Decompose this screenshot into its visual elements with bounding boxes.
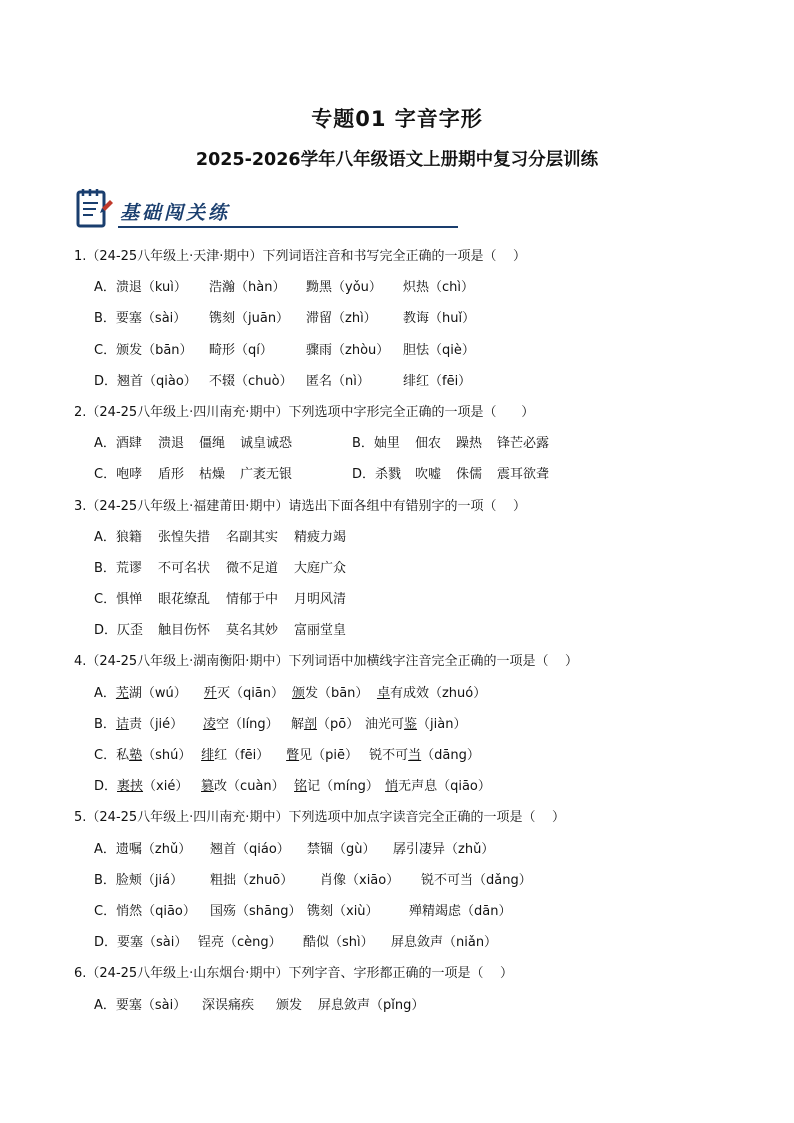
page-title: 专题01 字音字形 [311,107,483,131]
option-item: 空（líng） [215,716,279,732]
option-item: 诚皇诚恐 [240,436,293,452]
option-item: 屏息敛声（pǐng） [318,997,425,1013]
option-row [74,901,734,932]
option-item: 名副其实 [226,529,279,545]
option-item: 记（míng） [307,779,379,795]
option-row [74,620,734,651]
option-row [74,558,734,589]
underlined-char: 凌 [202,716,216,732]
option-item: 不可名状 [158,560,211,576]
page-subtitle: 2025-2026学年八年级语文上册期中复习分层训练 [195,150,599,170]
underlined-char: 芜 [115,685,129,701]
option-item: 深误痛疾 [202,997,255,1013]
underlined-char: 悄 [385,779,399,795]
option-row [74,308,734,339]
question-stem: 1.（24-25八年级上·天津·期中）下列词语注音和书写完全正确的一项是（ ） [74,249,526,264]
option-item: 见（piē） [299,748,358,763]
option-row [74,839,734,870]
underlined-char: 绯 [201,748,215,763]
option-item: D．翘首（qiào） [94,373,197,389]
underlined-char: 塾 [129,748,143,763]
question-list [74,246,734,1026]
option-item: 张惶失措 [158,529,211,545]
option-item: 僵绳 [199,436,226,452]
option-item: （jiàn） [417,716,467,732]
option-item: 枯燥 [199,467,226,483]
option-item: B．妯里 [352,436,400,452]
question-stem: 3.（24-25八年级上·福建莆田·期中）请选出下面各组中有错别字的一项（ ） [74,498,526,514]
option-item: C．悄然（qiāo） [94,903,196,919]
option-item: 锐不可当（dǎng） [421,872,532,888]
option-label: C．私 [94,748,130,763]
option-item: 月明风清 [294,592,347,608]
option-item: 油光可 [364,716,404,732]
option-item: （dāng） [421,748,480,763]
option-item: 教诲（huǐ） [403,311,476,327]
option-item: 触目伤怀 [158,623,211,639]
option-row [74,277,734,308]
option-item: 胆怯（qiè） [403,342,475,358]
question-stem: 2.（24-25八年级上·四川南充·期中）下列选项中字形完全正确的一项是（ ） [74,404,535,420]
option-item: 佃农 [415,436,442,452]
option-row [74,932,734,963]
option-item: （xié） [143,779,189,795]
option-item: 骤雨（zhòu） [306,342,390,358]
option-row [74,433,734,464]
question-stem: 5.（24-25八年级上·四川南充·期中）下列选项中加点字读音完全正确的一项是（ ） [74,810,565,826]
option-item: 情郁于中 [226,592,279,608]
option-item: 灭（qiān） [216,685,285,701]
option-row [74,589,734,620]
option-item: 无声息（qiāo） [398,779,491,795]
option-item: 国殇（shāng） [210,903,302,919]
option-item: 浩瀚（hàn） [209,280,286,296]
option-row [74,527,734,558]
option-item: 殚精竭虑（dān） [409,903,512,919]
option-item: 吹嘘 [415,467,442,483]
notebook-pencil-icon [74,186,116,232]
option-item: 锃亮（cèng） [198,935,282,951]
option-item: （shú） [142,748,192,763]
option-row [74,340,734,371]
option-item: A．溃退（kuì） [94,280,187,296]
option-item: 炽热（chì） [403,280,474,296]
underlined-char: 瞥 [286,748,300,763]
option-item: 侏儒 [456,467,483,483]
underlined-char: 篡 [201,779,215,795]
option-item: 红（fēi） [214,748,270,763]
option-label: D． [94,779,118,795]
option-item: 责（jié） [128,716,184,732]
option-item: A．狼籍 [94,529,142,545]
option-item: 震耳欲聋 [497,467,550,483]
option-item: 解 [290,716,304,732]
option-label: B． [94,716,116,732]
option-row [74,745,734,776]
underlined-char: 鉴 [404,716,418,732]
option-row [74,714,734,745]
option-row [74,995,734,1026]
option-item: 盾形 [158,467,185,483]
option-item: 滞留（zhì） [306,311,377,327]
option-row [74,683,734,714]
underlined-char: 歼 [203,685,217,701]
option-item: 莫名其妙 [226,623,279,639]
option-item: 屏息敛声（niǎn） [391,935,498,951]
option-item: B．要塞（sài） [94,311,187,327]
option-item: D．仄歪 [94,623,144,639]
option-item: （pō） [316,716,360,732]
option-item: C．咆哮 [94,467,143,483]
underlined-char: 当 [408,748,422,763]
option-item: 畸形（qí） [209,342,273,358]
option-row [74,371,734,402]
option-item: A．遗嘱（zhǔ） [94,841,192,857]
question-stem: 6.（24-25八年级上·山东烟台·期中）下列字音、字形都正确的一项是（ ） [74,966,513,982]
option-item: 不辍（chuò） [209,373,293,389]
underlined-char: 颁 [291,685,305,701]
option-item: D．杀戮 [352,467,402,483]
option-item: 禁锢（gù） [307,841,376,857]
option-item: 黝黑（yǒu） [306,280,382,296]
option-label: A． [94,685,116,701]
option-item: 眼花缭乱 [158,592,211,608]
option-item: 锐不可 [369,748,409,763]
option-item: B．脸颊（jiá） [94,872,184,888]
underlined-char: 剖 [303,716,317,732]
option-item: 孱引凄异（zhǔ） [393,841,495,857]
underlined-char: 卓 [376,685,390,701]
option-item: 湖（wú） [128,685,187,701]
option-item: 锋芒必露 [497,436,550,452]
option-row [74,776,734,807]
option-item: D．要塞（sài） [94,935,188,951]
option-item: 大庭广众 [294,560,347,576]
underlined-char: 诘 [115,716,129,732]
option-item: A．酒肆 [94,436,142,452]
option-item: 发（bān） [304,685,369,701]
section-banner-underline [118,226,458,228]
option-item: 广袤无银 [240,467,293,483]
option-item: 颁发 [276,997,303,1013]
option-item: 改（cuàn） [214,779,285,795]
option-item: 绯红（fēi） [403,373,472,389]
option-item: 溃退 [158,436,185,452]
section-banner-label: 基础闯关练 [120,202,231,224]
option-item: C．惧惮 [94,592,143,608]
underlined-char: 裹挟 [117,779,144,795]
option-row [74,464,734,495]
option-item: 粗拙（zhuō） [210,872,294,888]
option-item: 躁热 [456,436,483,452]
question-stem: 4.（24-25八年级上·湖南衡阳·期中）下列词语中加横线字注音完全正确的一项是（ ） [74,654,578,670]
option-item: 匿名（nì） [306,373,370,389]
option-item: 酷似（shì） [303,935,374,951]
section-banner [74,186,458,232]
option-item: A．要塞（sài） [94,997,187,1013]
option-item: 镌刻（xiù） [307,903,379,919]
option-item: 镌刻（juān） [209,311,290,327]
option-item: 有成效（zhuó） [389,685,487,701]
option-item: 肖像（xiāo） [320,872,400,888]
option-item: B．荒谬 [94,560,142,576]
option-row [74,870,734,901]
option-item: C．颁发（bān） [94,342,193,358]
underlined-char: 铭 [294,779,308,795]
option-item: 富丽堂皇 [294,623,347,639]
option-item: 精疲力竭 [294,529,347,545]
option-item: 翘首（qiáo） [210,841,290,857]
option-item: 微不足道 [226,560,279,576]
